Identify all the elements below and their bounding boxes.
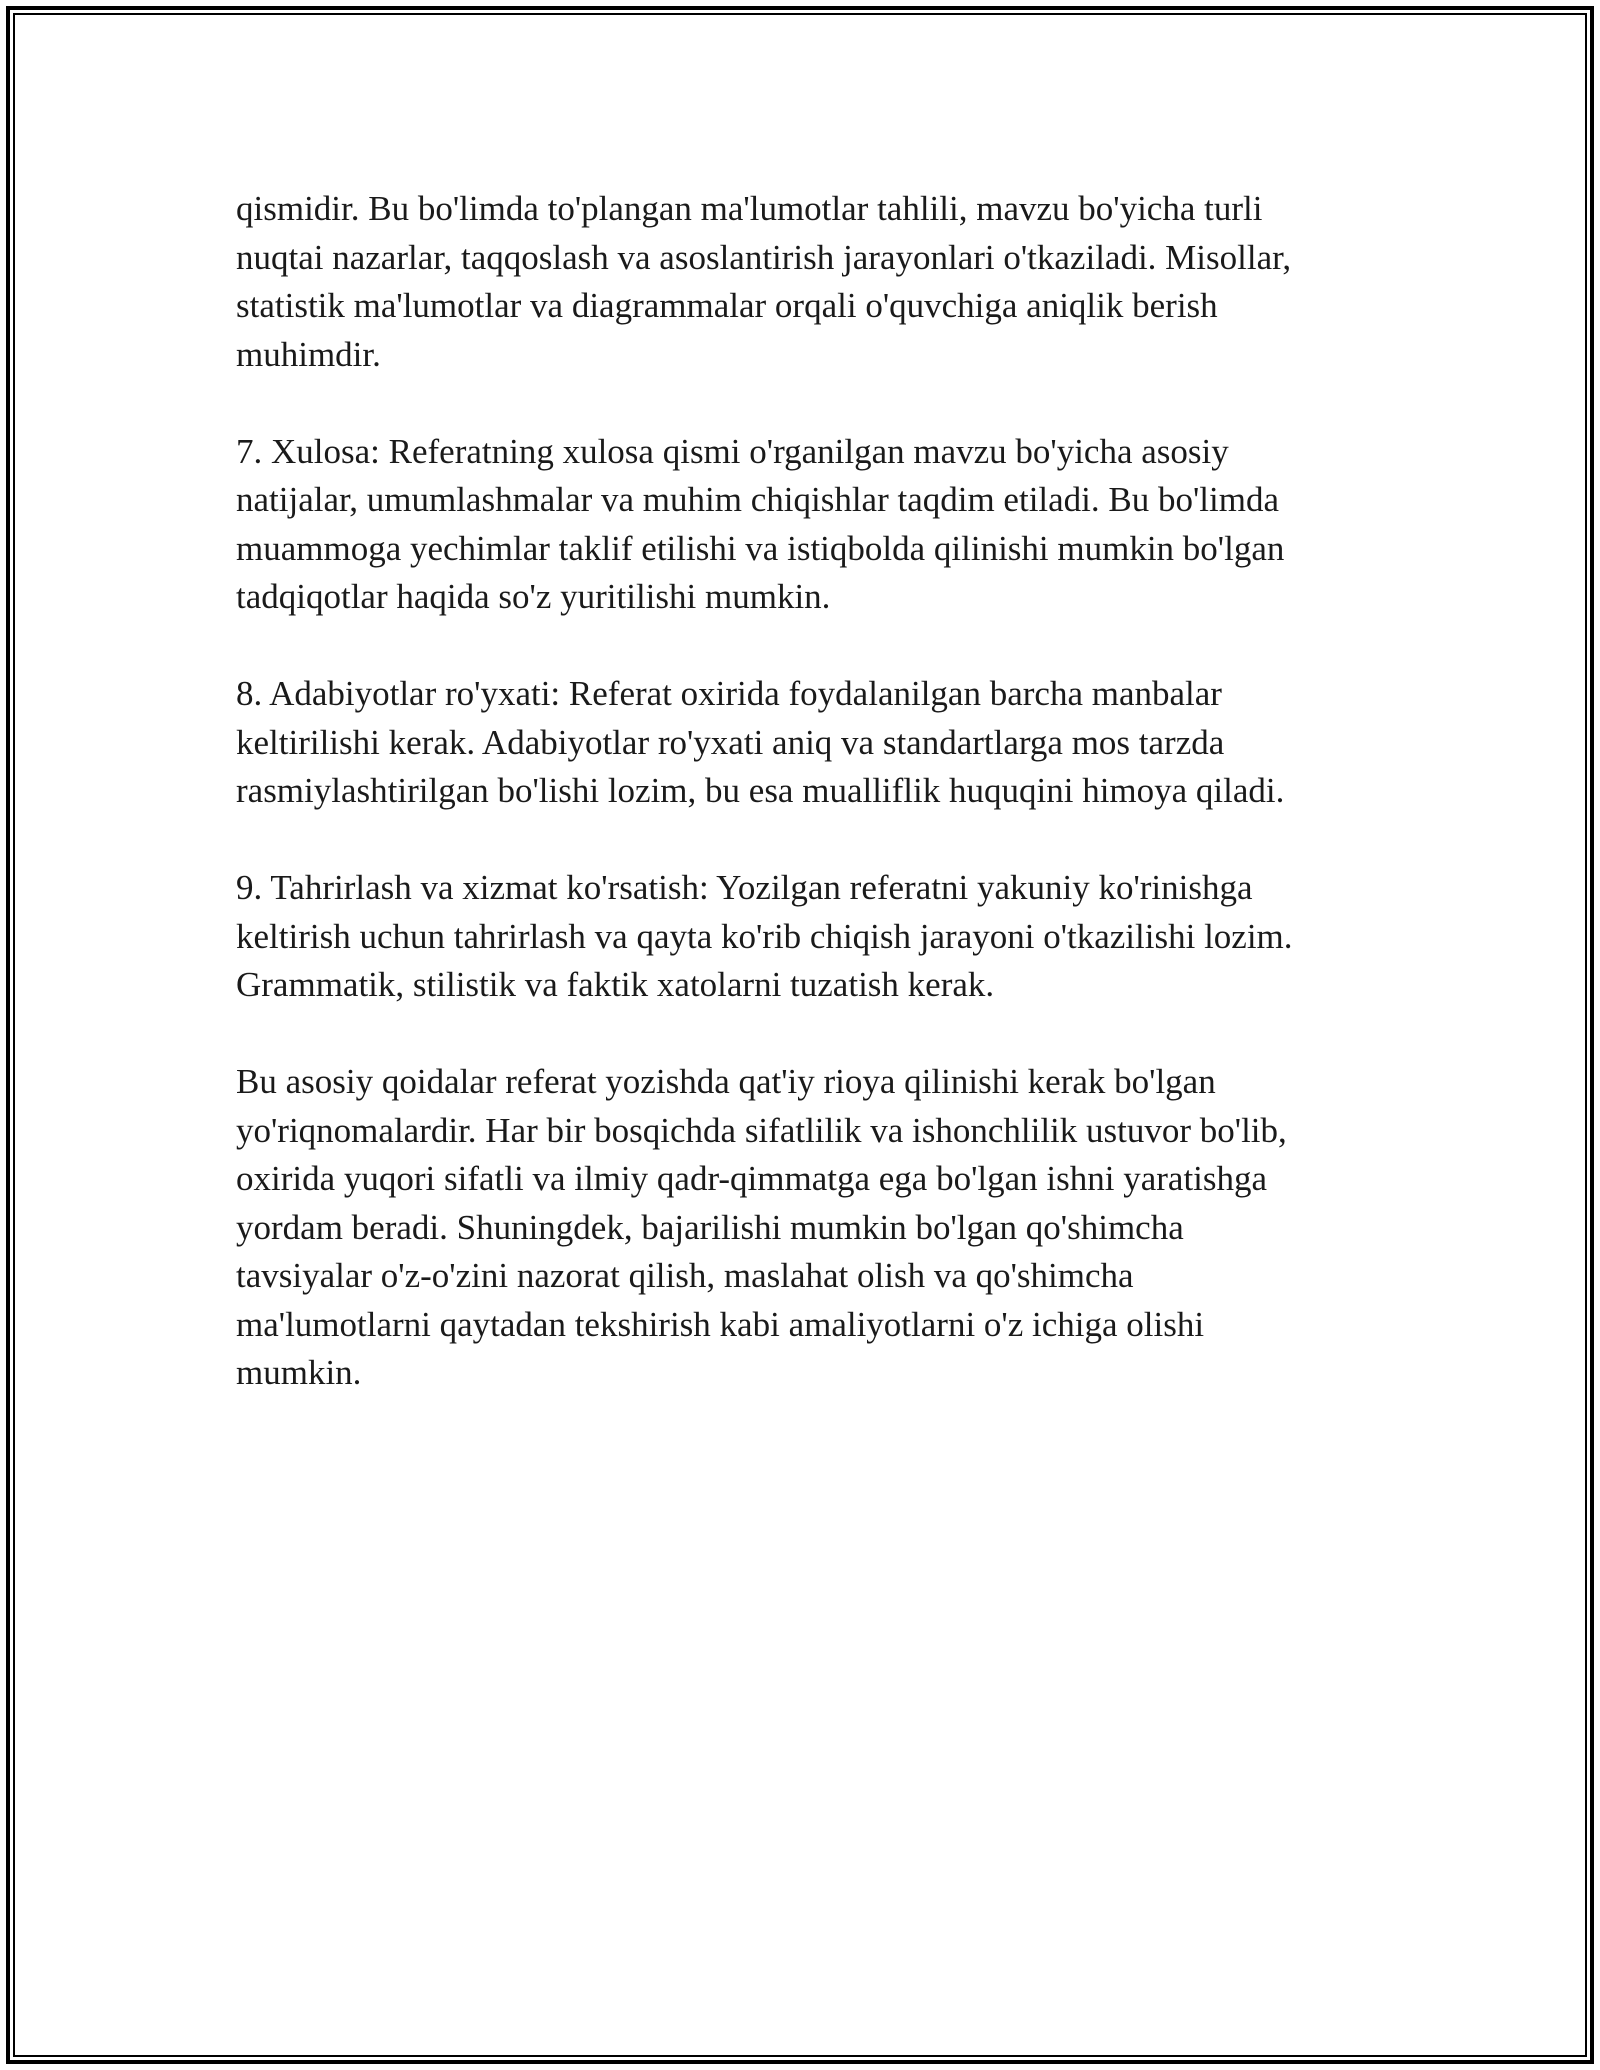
paragraph-analysis-continuation: qismidir. Bu bo'limda to'plangan ma'lumotlar tahlili, mavzu bo'yicha turli nuqtai nazarlar, taqqoslash va asoslantirish jarayonlari o'tkaziladi. Misollar, statistik ma'lumotlar va diagrammalar orqali o'quvchiga aniqlik berish muhimdir. (236, 189, 1292, 374)
paragraph-editing: 9. Tahrirlash va xizmat ko'rsatish: Yozilgan referatni yakuniy ko'rinishga keltirish uchun tahrirlash va qayta ko'rib chiqish jarayoni o'tkazilishi lozim. Grammatik, stilistik va faktik xatolarni tuzatish kerak. (236, 868, 1293, 1004)
paragraph-bibliography: 8. Adabiyotlar ro'yxati: Referat oxirida foydalanilgan barcha manbalar keltirilishi kerak. Adabiyotlar ro'yxati aniq va standartlarga mos tarzda rasmiylashtirilgan bo'lishi lozim, bu esa mualliflik huquqini himoya qiladi. (236, 674, 1285, 810)
paragraph-conclusion: 7. Xulosa: Referatning xulosa qismi o'rganilgan mavzu bo'yicha asosiy natijalar, umumlashmalar va muhim chiqishlar taqdim etiladi. Bu bo'limda muammoga yechimlar taklif etilishi va istiqbolda qilinishi mumkin bo'lgan tadqiqotlar haqida so'z yuritilishi mumkin. (236, 431, 1285, 616)
paragraph-summary: Bu asosiy qoidalar referat yozishda qat'iy rioya qilinishi kerak bo'lgan yo'riqnomalardir. Har bir bosqichda sifatlilik va ishonchlilik ustuvor bo'lib, oxirida yuqori sifatli va ilmiy qadr-qimmatga ega bo'lgan ishni yaratishga yordam beradi. Shuningdek, bajarilishi mumkin bo'lgan qo'shimcha tavsiyalar o'z-o'zini nazorat qilish, maslahat olish va qo'shimcha ma'lumotlarni qaytadan tekshirish kabi amaliyotlarni o'z ichiga olishi mumkin. (236, 1062, 1287, 1392)
document-body (236, 185, 1366, 1446)
